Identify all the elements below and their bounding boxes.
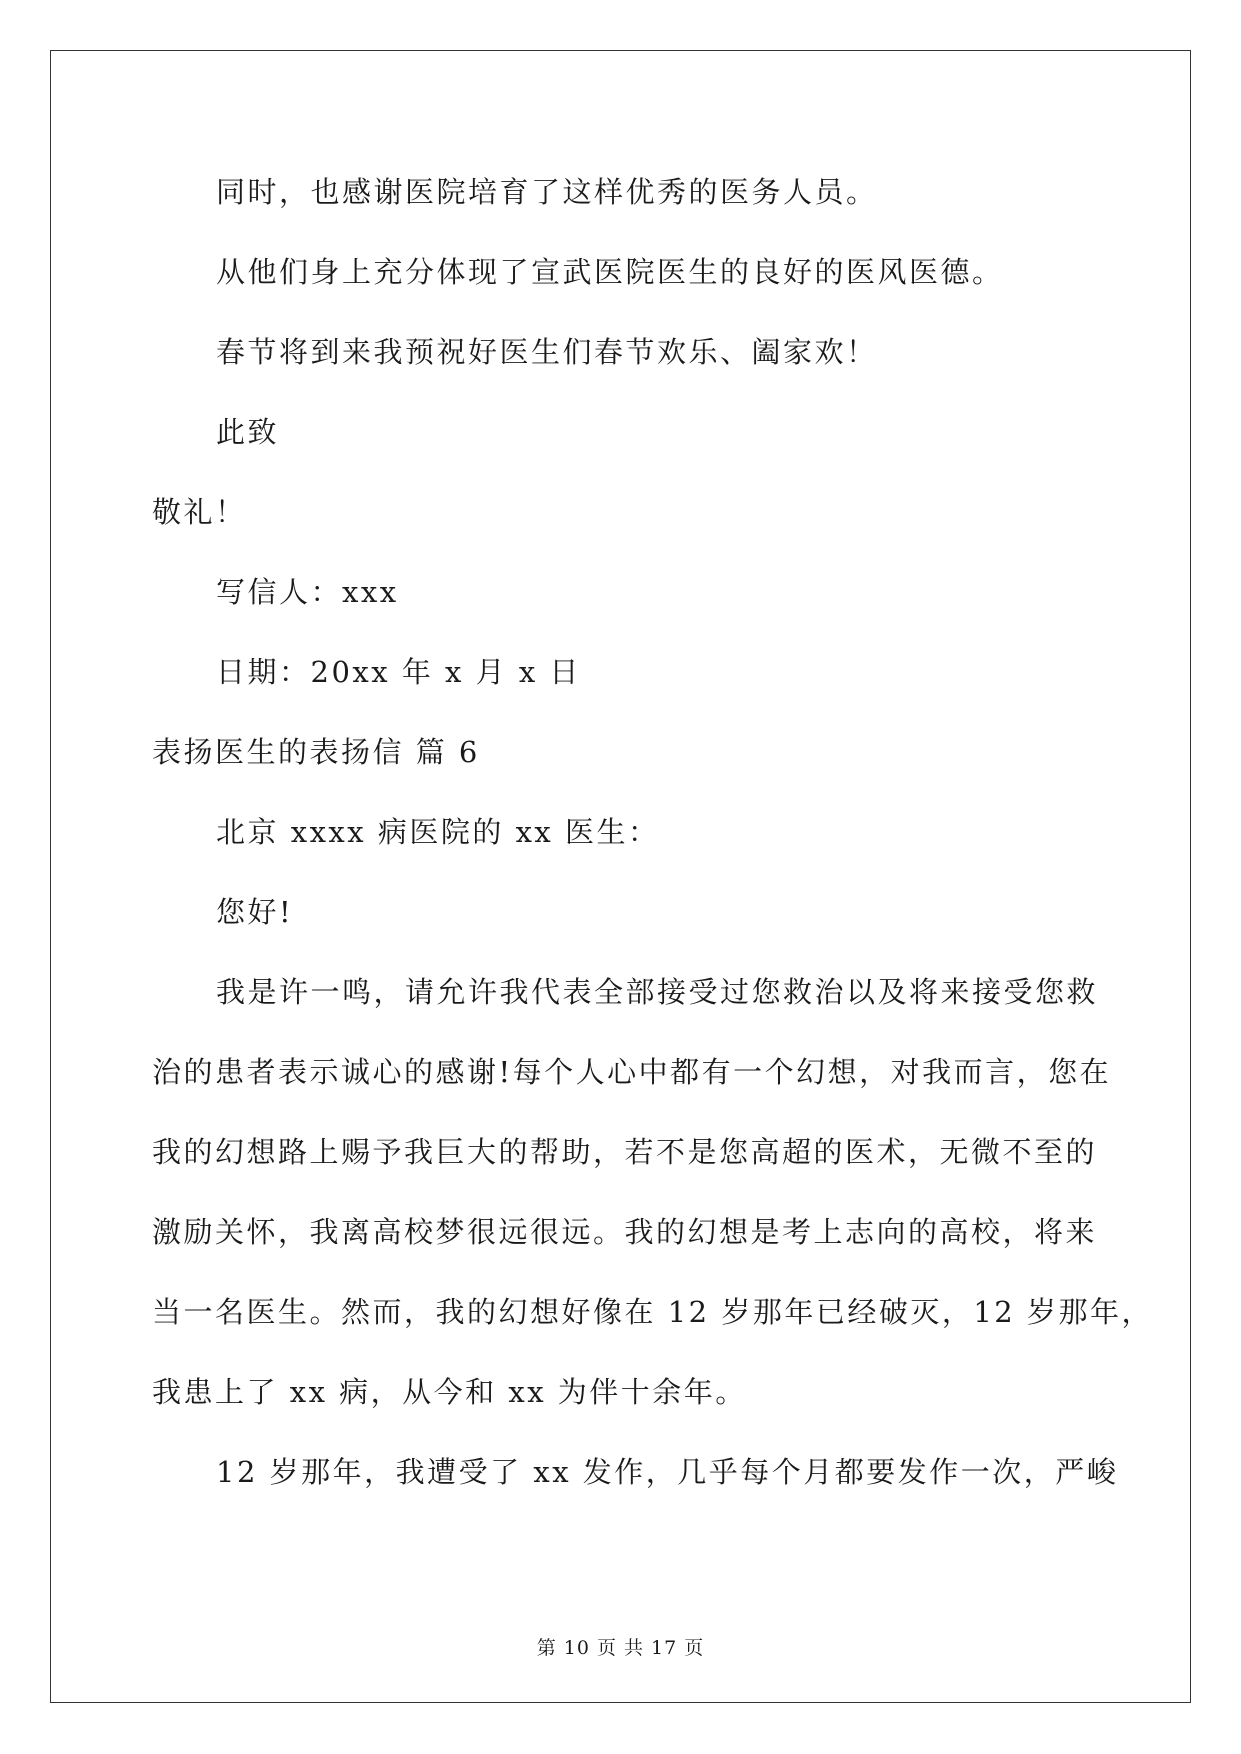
date-line: 日期：20xx 年 x 月 x 日 <box>216 655 581 689</box>
closing-regards: 敬礼！ <box>152 495 247 529</box>
text-line: 我患上了 xx 病，从今和 xx 为伴十余年。 <box>152 1375 747 1409</box>
recipient-line: 北京 xxxx 病医院的 xx 医生： <box>216 815 660 849</box>
section-heading: 表扬医生的表扬信 篇 6 <box>152 735 480 769</box>
text-line: 我是许一鸣，请允许我代表全部接受过您救治以及将来接受您救 <box>216 975 1099 1009</box>
page-number: 第 10 页 共 17 页 <box>536 1637 705 1659</box>
text-line: 从他们身上充分体现了宣武医院医生的良好的医风医德。 <box>216 255 1004 289</box>
text-line: 激励关怀，我离高校梦很远很远。我的幻想是考上志向的高校，将来 <box>152 1215 1098 1249</box>
text-line: 治的患者表示诚心的感谢!每个人心中都有一个幻想，对我而言，您在 <box>152 1055 1112 1089</box>
text-line: 12 岁那年，我遭受了 xx 发作，几乎每个月都要发作一次，严峻 <box>216 1455 1119 1489</box>
sender-line: 写信人：xxx <box>216 575 399 609</box>
greeting-line: 您好! <box>216 895 294 929</box>
closing-salutation: 此致 <box>216 415 280 449</box>
text-line: 我的幻想路上赐予我巨大的帮助，若不是您高超的医术，无微不至的 <box>152 1135 1098 1169</box>
text-line: 春节将到来我预祝好医生们春节欢乐、阖家欢！ <box>216 335 878 369</box>
text-line: 同时，也感谢医院培育了这样优秀的医务人员。 <box>216 175 878 209</box>
text-line: 当一名医生。然而，我的幻想好像在 12 岁那年已经破灭，12 岁那年， <box>152 1295 1153 1329</box>
